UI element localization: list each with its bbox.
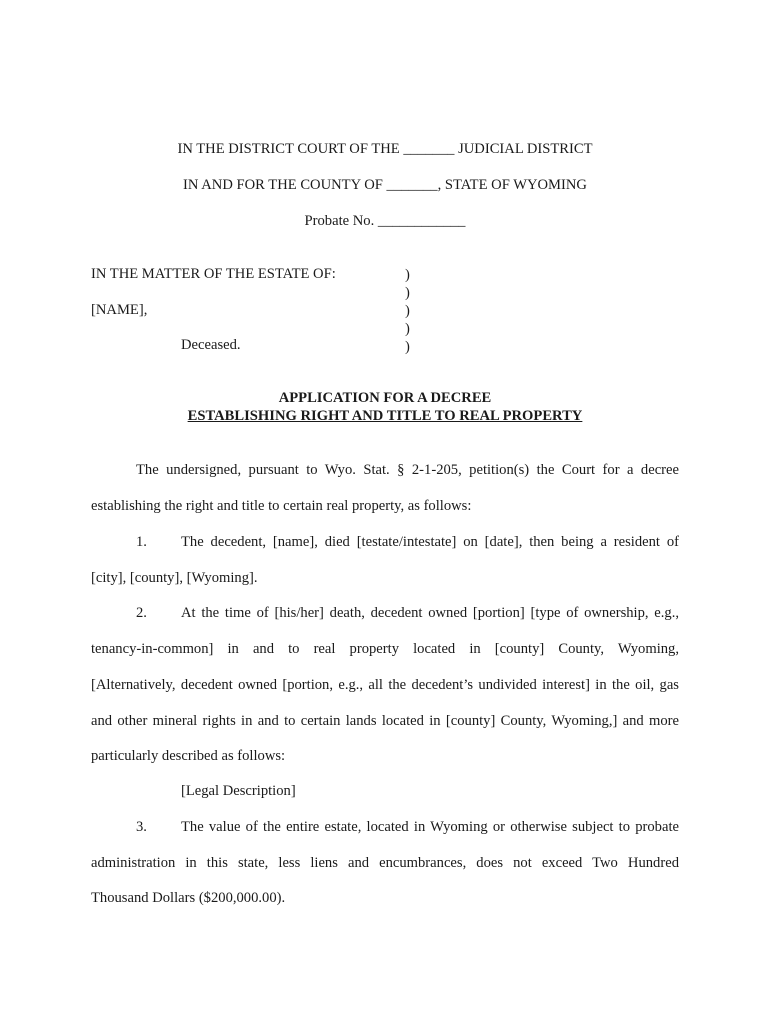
probate-number-line: Probate No. ____________ xyxy=(304,213,466,229)
estate-matter-label: IN THE MATTER OF THE ESTATE OF: xyxy=(91,266,336,282)
paragraph-1-line-1: The decedent, [name], died [testate/intestate] on [date], then being a resident of xyxy=(181,534,679,550)
paragraph-2-line-3: [Alternatively, decedent owned [portion, e.g., all the decedent’s undivided interest] in the oil, gas xyxy=(91,677,679,693)
intro-line-1: The undersigned, pursuant to Wyo. Stat. § 2-1-205, petition(s) the Court for a decree xyxy=(136,462,679,478)
paragraph-3-line-1: The value of the entire estate, located in Wyoming or otherwise subject to probate xyxy=(181,819,679,835)
paragraph-2-line-5: particularly described as follows: xyxy=(91,748,286,764)
paren: ) xyxy=(405,267,410,283)
paragraph-number-1: 1. xyxy=(136,534,147,550)
paragraph-2-line-1: At the time of [his/her] death, decedent owned [portion] [type of ownership, e.g., xyxy=(181,605,679,621)
paren: ) xyxy=(405,321,410,337)
paragraph-3-line-2: administration in this state, less liens and encumbrances, does not exceed Two Hundred xyxy=(91,855,679,871)
decedent-name-placeholder: [NAME], xyxy=(91,302,148,318)
paragraph-number-2: 2. xyxy=(136,605,147,621)
paragraph-3-line-3: Thousand Dollars ($200,000.00). xyxy=(91,890,286,906)
paragraph-2-line-4: and other mineral rights in and to certain lands located in [county] County, Wyoming,] and more xyxy=(91,713,679,729)
document-title-line2: ESTABLISHING RIGHT AND TITLE TO REAL PROPERTY xyxy=(187,408,583,424)
deceased-label: Deceased. xyxy=(181,337,241,353)
paragraph-2-line-2: tenancy-in-common] in and to real property located in [county] County, Wyoming, xyxy=(91,641,679,657)
court-line: IN THE DISTRICT COURT OF THE _______ JUDICIAL DISTRICT xyxy=(177,141,593,157)
paren: ) xyxy=(405,303,410,319)
paren: ) xyxy=(405,285,410,301)
legal-description-placeholder: [Legal Description] xyxy=(181,783,296,799)
document-title-line1: APPLICATION FOR A DECREE xyxy=(278,390,492,406)
caption-parentheses xyxy=(405,266,410,356)
paragraph-1-line-2: [city], [county], [Wyoming]. xyxy=(91,570,258,586)
intro-line-2: establishing the right and title to certain real property, as follows: xyxy=(91,498,472,514)
paren: ) xyxy=(405,339,410,355)
paragraph-number-3: 3. xyxy=(136,819,147,835)
county-line: IN AND FOR THE COUNTY OF _______, STATE OF WYOMING xyxy=(183,177,587,193)
